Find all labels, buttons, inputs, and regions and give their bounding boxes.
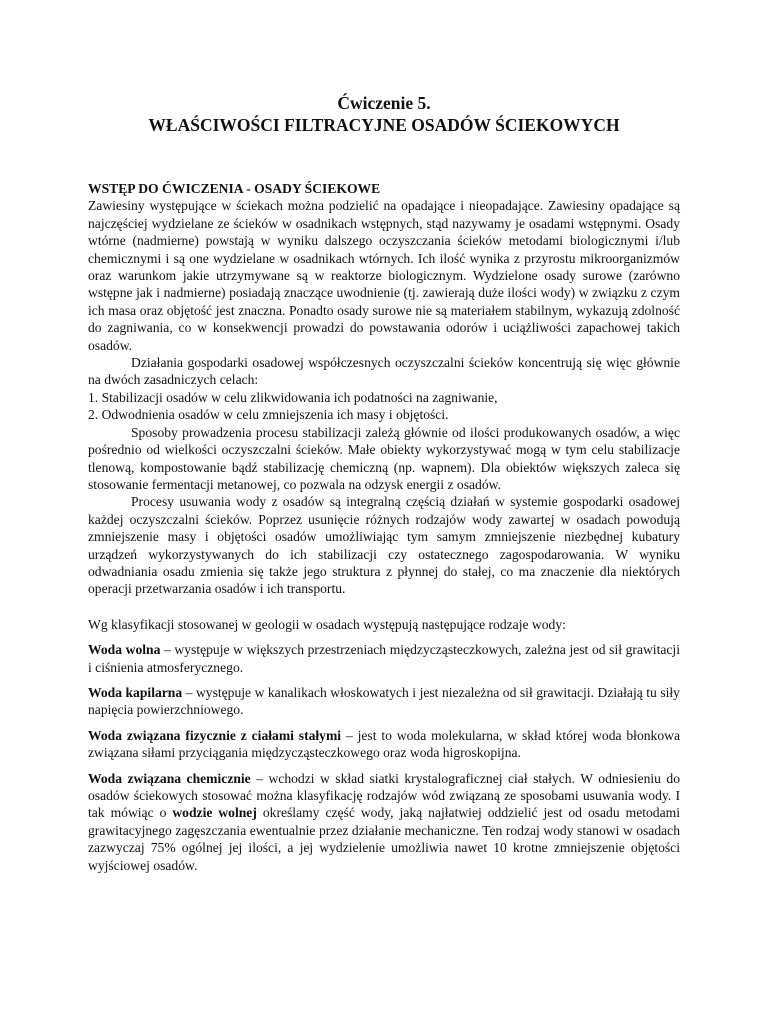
definition-text: określamy część wody, jaką najłatwiej oddzielić jest od osadu metodami grawitacyjnego zagęszczania ewentualnie przez działanie mechaniczne. Ten rodzaj wody stanowi w osadach zazwyczaj 75% ogólnej jej ilości, a jej wydzielenie umożliwia nawet 10 krotne zmniejszenie objętości wyjściowej osadów. xyxy=(88,805,680,873)
classification-paragraph: Wg klasyfikacji stosowanej w geologii w osadach występują następujące rodzaje wody: xyxy=(88,616,566,632)
definition-text: – występuje w kanalikach włoskowatych i jest niezależna od sił grawitacji. Działają tu siły napięcia powierzchniowego. xyxy=(88,684,680,718)
term-inline-free-water: wodzie wolnej xyxy=(172,805,257,821)
definition-text: – jest to woda molekularna, w skład której woda błonkowa związana siłami przyciągania międzycząsteczkowego oraz woda higroskopijna. xyxy=(88,727,681,761)
section-heading: WSTĘP DO ĆWICZENIA - OSADY ŚCIEKOWE xyxy=(88,181,381,196)
intro-paragraph: Zawiesiny występujące w ściekach można podzielić na opadające i nieopadające. Zawiesiny opadające są najczęściej wydzielane ze ścieków w osadnikach wstępnych, stąd nazywamy je osadami wstępnymi. Osady wtórne (nadmierne) powstają w wyniku dalszego oczyszczania ścieków metodami biologicznymi i/lub chemicznymi i są one wydzielane w osadnikach wtórnych. Ich ilość wynika z przyrostu mikroorganizmów oraz warunkom jakie utrzymywane są w reaktorze biologicznym. Wydzielone osady surowe (zarówno wstępne jak i nadmierne) posiadają znaczące uwodnienie (tj. zawierają duże ilości wody) w związku z czym ich masa oraz objętość jest znaczna. Ponadto osady surowe nie są materiałem stabilnym, wykazują zdolność do zagniwania, co w konsekwencji prowadzi do powstawania odorów i uciążliwości zapachowej takich osadów. xyxy=(88,198,680,353)
definition-free-water xyxy=(88,641,680,676)
exercise-label: Ćwiczenie 5. xyxy=(337,93,431,113)
term-physically-bound-water: Woda związana fizycznie z ciałami stałymi xyxy=(88,727,342,743)
definition-physically-bound-water xyxy=(88,727,680,762)
goals-paragraph: Działania gospodarki osadowej współczesnych oczyszczalni ścieków koncentrują się więc głównie na dwóch zasadniczych celach: xyxy=(88,355,680,388)
definition-capillary-water xyxy=(88,684,680,719)
definition-text: – występuje w większych przestrzeniach międzycząsteczkowych, zależna jest od sił grawitacji i ciśnienia atmosferycznego. xyxy=(88,642,680,675)
goal-list-item-1: 1. Stabilizacji osadów w celu zlikwidowania ich podatności na zagniwanie, xyxy=(88,389,498,405)
term-chemically-bound-water: Woda związana chemicznie xyxy=(88,770,251,786)
document-page xyxy=(88,92,680,874)
term-capillary-water: Woda kapilarna xyxy=(88,684,183,700)
goal-list-item-2: 2. Odwodnienia osadów w celu zmniejszenia ich masy i objętości. xyxy=(88,407,449,423)
definition-text: – wchodzi w skład siatki krystalograficznej ciał stałych. W odniesieniu do osadów ściekowych stosować można klasyfikację rodzajów wód związaną ze sposobami usuwania wody. I tak mówiąc o xyxy=(88,770,681,821)
dewatering-paragraph: Procesy usuwania wody z osadów są integralną częścią działań w systemie gospodarki osadowej każdej oczyszczalni ścieków. Poprzez usunięcie różnych rodzajów wody zawartej w osadach powodują zmniejszenie masy i objętości osadów umożliwiając tym samym zmniejszenie niezbędnej kubatury urządzeń wykorzystywanych do ich stabilizacji czy ostatecznego zagospodarowania. W wyniku odwadniania osadu zmienia się także jego struktura z płynnej do stałej, co ma znaczenie dla niektórych operacji przetwarzania osadów i ich transportu. xyxy=(88,494,680,597)
definition-chemically-bound-water xyxy=(88,770,680,874)
term-free-water: Woda wolna xyxy=(88,642,161,658)
document-title: WŁAŚCIWOŚCI FILTRACYJNE OSADÓW ŚCIEKOWYCH xyxy=(148,115,620,135)
stabilization-paragraph: Sposoby prowadzenia procesu stabilizacji zależą głównie od ilości produkowanych osadów, a więc pośrednio od wielkości oczyszczalni ścieków. Małe obiekty wykorzystywać mogą w tym celu stabilizacje tlenową, kompostowanie bądź stabilizację chemiczną (np. wapnem). Dla obiektów większych zaleca się stosowanie fermentacji metanowej, co pozwala na odzysk energii z osadów. xyxy=(88,424,680,492)
